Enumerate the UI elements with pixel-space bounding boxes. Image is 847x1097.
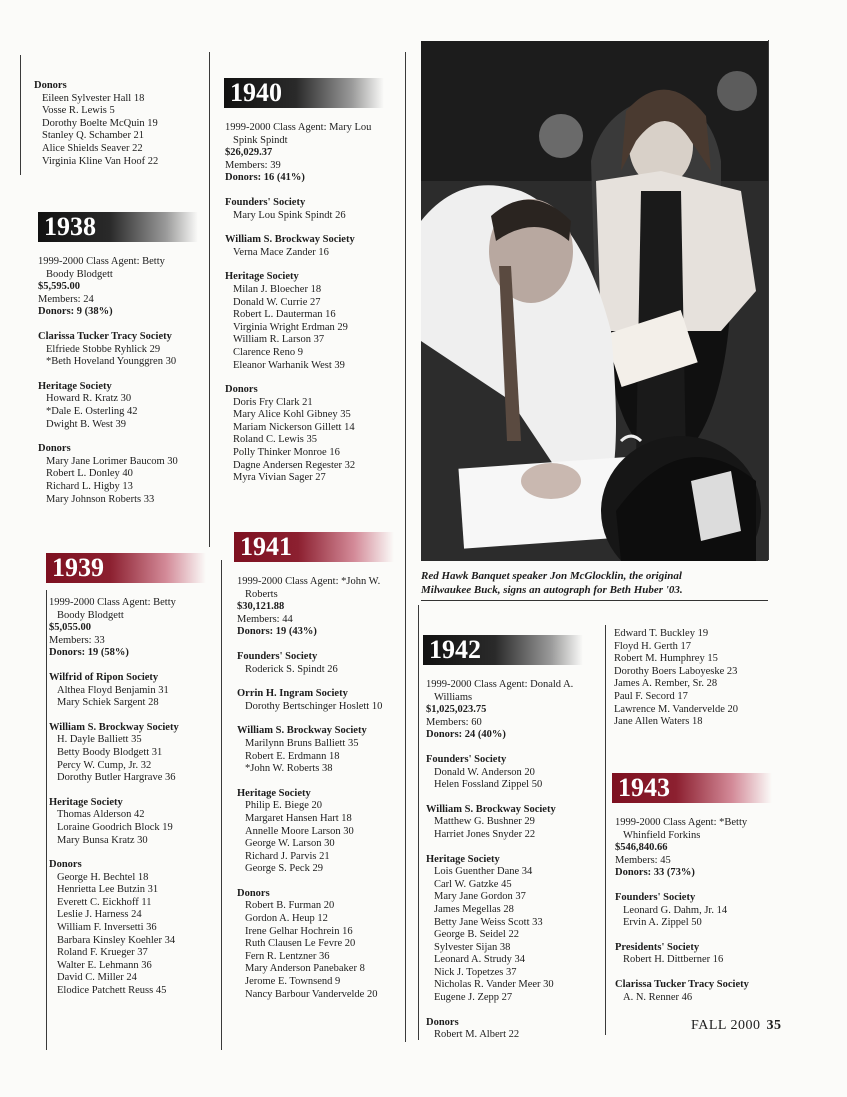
column-rule-8 [768, 40, 769, 560]
listing-heading: Donors [225, 384, 258, 396]
donor-name: Dorothy Butler Hargrave 36 [57, 772, 176, 784]
donor-name: Roberts [245, 588, 278, 600]
class-year-banner-1938: 1938 [38, 212, 198, 242]
donor-name: Nick J. Topetzes 37 [434, 966, 517, 978]
section-spacer [237, 713, 382, 725]
section-spacer [615, 967, 749, 979]
listing-heading: $5,055.00 [49, 622, 91, 634]
donor-name: Harriet Jones Snyder 22 [434, 828, 536, 840]
donor-name: Mary Jane Lorimer Baucom 30 [46, 455, 178, 467]
donor-name: Leonard G. Dahm, Jr. 14 [623, 904, 728, 916]
donor-name: Alice Shields Seaver 22 [42, 142, 143, 154]
photo-caption-line-1: Red Hawk Banquet speaker Jon McGlocklin, the original [421, 570, 682, 582]
donor-name: Barbara Kinsley Koehler 34 [57, 934, 176, 946]
donor-name: Robert L. Dauterman 16 [233, 309, 336, 321]
donor-name: Mary Schiek Sargent 28 [57, 697, 159, 709]
donor-name: Spink Spindt [233, 134, 288, 146]
donor-name: Loraine Goodrich Block 19 [57, 821, 173, 833]
donor-name: Milan J. Bloecher 18 [233, 283, 322, 295]
donor-name: Mary Jane Gordon 37 [434, 891, 526, 903]
donor-name: Eileen Sylvester Hall 18 [42, 92, 145, 104]
listing-heading: Wilfrid of Ripon Society [49, 671, 159, 683]
donor-name: Percy W. Cump, Jr. 32 [57, 759, 152, 771]
listing-heading: Heritage Society [237, 787, 311, 799]
listing-heading: $30,121.88 [237, 601, 285, 613]
donor-name: Elfriede Stobbe Ryhlick 29 [46, 343, 161, 355]
donor-name: Mary Alice Kohl Gibney 35 [233, 409, 351, 421]
listing-heading: Donors [34, 80, 67, 91]
listing-heading: Donors [49, 859, 82, 871]
section-spacer [49, 710, 179, 722]
listing-line: 1999-2000 Class Agent: Betty [38, 256, 165, 267]
donor-name: Gordon A. Heup 12 [245, 913, 328, 925]
section-spacer [426, 792, 573, 804]
donor-name: James Megellas 28 [434, 903, 514, 915]
donor-name: *Beth Hoveland Younggren 30 [46, 356, 177, 368]
class-1941-listing [237, 576, 382, 1001]
section-spacer [225, 185, 371, 197]
listing-line: 1999-2000 Class Agent: *Betty [615, 817, 748, 828]
donor-name: George W. Larson 30 [245, 838, 335, 850]
donor-name: Elodice Patchett Reuss 45 [57, 985, 167, 997]
class-1942-listing [426, 679, 573, 1042]
class-year-banner-1941: 1941 [234, 532, 394, 562]
listing-heading: Founders' Society [426, 753, 507, 765]
donor-name: Thomas Alderson 42 [57, 809, 145, 821]
section-spacer [225, 372, 371, 384]
class-1942-continued-donors [614, 628, 738, 729]
listing-line: Members: 39 [225, 159, 281, 171]
donor-name: George B. Seidel 22 [434, 929, 519, 941]
listing-heading: $26,029.37 [225, 147, 273, 159]
donor-name: Roderick S. Spindt 26 [245, 663, 338, 675]
listing-heading: Founders' Society [615, 891, 696, 903]
donor-name: Ruth Clausen Le Fevre 20 [245, 938, 356, 950]
section-spacer [38, 319, 178, 331]
donor-name: Nancy Barbour Vandervelde 20 [245, 988, 378, 1000]
listing-line: 1999-2000 Class Agent: Mary Lou [225, 122, 372, 133]
class-year-banner-1943: 1943 [612, 773, 772, 803]
donor-name: Sylvester Sijan 38 [434, 941, 511, 953]
donor-name: Robert B. Furman 20 [245, 900, 335, 912]
donor-name: Marilynn Bruns Balliett 35 [245, 737, 359, 749]
listing-heading: William S. Brockway Society [49, 721, 179, 733]
donor-name: George H. Bechtel 18 [57, 871, 149, 883]
donor-name: Leslie J. Harness 24 [57, 909, 142, 921]
listing-line: Floyd H. Gerth 17 [614, 640, 691, 652]
listing-heading: Founders' Society [225, 196, 306, 208]
donor-name: Roland F. Krueger 37 [57, 947, 148, 959]
class-year-banner-1942: 1942 [423, 635, 583, 665]
listing-heading: Founders' Society [237, 650, 318, 662]
column-rule-7 [605, 625, 606, 1035]
donor-name: Betty Jane Weiss Scott 33 [434, 916, 543, 928]
donor-name: Nicholas R. Vander Meer 30 [434, 979, 554, 991]
listing-heading: $546,840.66 [615, 842, 668, 854]
donor-name: Walter E. Lehmann 36 [57, 959, 152, 971]
donor-name: Annelle Moore Larson 30 [245, 825, 354, 837]
listing-heading: Clarissa Tucker Tracy Society [615, 978, 749, 990]
donor-name: H. Dayle Balliett 35 [57, 734, 142, 746]
listing-line: 1999-2000 Class Agent: Betty [49, 597, 176, 608]
listing-heading: William S. Brockway Society [426, 803, 556, 815]
section-spacer [49, 660, 179, 672]
listing-heading: Heritage Society [426, 853, 500, 865]
listing-line: 1999-2000 Class Agent: Donald A. [426, 679, 574, 690]
listing-heading: Donors: 19 (58%) [49, 647, 129, 659]
donor-name: Mary Bunsa Kratz 30 [57, 834, 148, 846]
donor-name: Clarence Reno 9 [233, 346, 303, 358]
listing-line: James A. Rember, Sr. 28 [614, 678, 718, 690]
donor-name: Dwight B. West 39 [46, 418, 127, 430]
donor-name: Virginia Kline Van Hoof 22 [42, 155, 159, 167]
class-year-banner-1939: 1939 [46, 553, 206, 583]
section-spacer [237, 639, 382, 651]
listing-line: Dorothy Boers Laboyeske 23 [614, 665, 738, 677]
listing-line: Robert M. Humphrey 15 [614, 653, 718, 665]
column-rule-3 [209, 52, 210, 547]
donor-name: Mary Johnson Roberts 33 [46, 493, 155, 505]
section-spacer [615, 880, 749, 892]
listing-line: Members: 44 [237, 613, 293, 625]
donor-name: Helen Fossland Zippel 50 [434, 779, 543, 791]
section-spacer [49, 847, 179, 859]
donor-name: Betty Boody Blodgett 31 [57, 746, 163, 758]
section-spacer [225, 222, 371, 234]
donor-name: Henrietta Lee Butzin 31 [57, 884, 159, 896]
listing-heading: William S. Brockway Society [237, 725, 367, 737]
listing-heading: Clarissa Tucker Tracy Society [38, 330, 172, 342]
class-year-banner-1940: 1940 [224, 78, 384, 108]
donor-name: Eleanor Warhanik West 39 [233, 359, 345, 371]
donor-name: Howard R. Kratz 30 [46, 393, 132, 405]
donor-name: Dorothy Boelte McQuin 19 [42, 117, 158, 129]
section-spacer [426, 742, 573, 754]
donor-name: Donald W. Anderson 20 [434, 766, 535, 778]
banquet-photo [421, 41, 768, 561]
donor-name: Margaret Hansen Hart 18 [245, 812, 352, 824]
donor-name: Eugene J. Zepp 27 [434, 992, 513, 1004]
donor-name: Leonard A. Strudy 34 [434, 954, 525, 966]
listing-heading: Donors: 24 (40%) [426, 729, 506, 741]
donor-name: Ervin A. Zippel 50 [623, 917, 702, 929]
donor-name: Matthew G. Bushner 29 [434, 816, 535, 828]
listing-heading: Heritage Society [38, 380, 112, 392]
issue-label: FALL 2000 [691, 1018, 761, 1033]
class-1939-listing [49, 597, 179, 998]
section-spacer [38, 369, 178, 381]
listing-heading: $1,025,023.75 [426, 704, 487, 716]
donor-name: Vosse R. Lewis 5 [42, 105, 115, 117]
listing-heading: Orrin H. Ingram Society [237, 688, 348, 700]
listing-line: Lawrence M. Vandervelde 20 [614, 703, 739, 715]
listing-line: Members: 33 [49, 634, 105, 646]
section-spacer [237, 676, 382, 688]
section-spacer [38, 431, 178, 443]
listing-line: Members: 24 [38, 293, 94, 305]
donor-name: *Dale E. Osterling 42 [46, 405, 138, 417]
donor-name: Boody Blodgett [46, 268, 113, 280]
class-1938-listing [38, 256, 178, 506]
photo-caption [421, 569, 771, 597]
caption-rule [421, 600, 768, 601]
donor-name: Irene Gelhar Hochrein 16 [245, 925, 353, 937]
donor-name: Lois Guenther Dane 34 [434, 866, 533, 878]
donor-name: Williams [434, 691, 473, 703]
donor-name: Virginia Wright Erdman 29 [233, 321, 348, 333]
donor-name: Doris Fry Clark 21 [233, 396, 313, 408]
section-spacer [225, 259, 371, 271]
listing-heading: Heritage Society [49, 796, 123, 808]
listing-line: Members: 45 [615, 854, 671, 866]
donor-name: Mary Anderson Panebaker 8 [245, 963, 365, 975]
listing-line: Paul F. Secord 17 [614, 690, 688, 702]
donor-name: Roland C. Lewis 35 [233, 434, 317, 446]
column-rule-5 [405, 52, 406, 1042]
listing-heading: Presidents' Society [615, 941, 700, 953]
donor-name: Robert E. Erdmann 18 [245, 750, 340, 762]
donor-name: Robert L. Donley 40 [46, 468, 133, 480]
listing-line: Edward T. Buckley 19 [614, 628, 709, 639]
donor-name: Dagne Andersen Regester 32 [233, 459, 356, 471]
donor-name: Mariam Nickerson Gillett 14 [233, 421, 355, 433]
donor-name: Mary Lou Spink Spindt 26 [233, 209, 346, 221]
donor-name: George S. Peck 29 [245, 863, 323, 875]
donor-name: Dorothy Bertschinger Hoslett 10 [245, 700, 383, 712]
class-1943-listing [615, 817, 749, 1004]
donor-name: Carl W. Gatzke 45 [434, 878, 512, 890]
listing-line: Members: 60 [426, 716, 482, 728]
donor-name: Polly Thinker Monroe 16 [233, 447, 340, 459]
listing-heading: Heritage Society [225, 271, 299, 283]
listing-heading: Donors: 19 (43%) [237, 626, 317, 638]
donor-name: David C. Miller 24 [57, 972, 137, 984]
section-spacer [426, 842, 573, 854]
section-spacer [615, 930, 749, 942]
donor-name: Fern R. Lentzner 36 [245, 950, 330, 962]
donor-name: Whinfield Forkins [623, 829, 701, 841]
listing-heading: Donors [237, 887, 270, 899]
donor-name: Robert M. Albert 22 [434, 1029, 520, 1041]
donor-name: Richard L. Higby 13 [46, 480, 133, 492]
listing-heading: $5,595.00 [38, 281, 80, 293]
section-spacer [237, 776, 382, 788]
listing-heading: Donors: 9 (38%) [38, 306, 113, 318]
donor-name: Jerome E. Townsend 9 [245, 976, 341, 988]
column-rule-6 [418, 605, 419, 1040]
continued-donor-list [34, 80, 158, 168]
donor-name: William F. Inversetti 36 [57, 922, 157, 934]
banquet-photo-illustration [421, 41, 768, 561]
donor-name: Everett C. Eickhoff 11 [57, 896, 152, 908]
donor-name: Donald W. Currie 27 [233, 296, 321, 308]
column-rule-4 [221, 560, 222, 1050]
class-1940-listing [225, 122, 371, 485]
section-spacer [237, 876, 382, 888]
listing-line: Jane Allen Waters 18 [614, 716, 703, 728]
donor-name: William R. Larson 37 [233, 334, 325, 346]
donor-name: Myra Vivian Sager 27 [233, 472, 326, 484]
donor-name: Althea Floyd Benjamin 31 [57, 684, 169, 696]
listing-heading: Donors [38, 443, 71, 455]
donor-name: Richard J. Parvis 21 [245, 850, 330, 862]
page-footer [691, 1018, 781, 1034]
listing-heading: Donors: 16 (41%) [225, 172, 305, 184]
listing-heading: William S. Brockway Society [225, 234, 355, 246]
listing-heading: Donors [426, 1016, 459, 1028]
donor-name: *John W. Roberts 38 [245, 763, 333, 775]
page-number: 35 [766, 1018, 782, 1033]
column-rule-2 [46, 590, 47, 1050]
photo-caption-line-2: Milwaukee Buck, signs an autograph for Beth Huber '03. [421, 584, 683, 596]
donor-name: Stanley Q. Schamber 21 [42, 130, 145, 142]
listing-line: 1999-2000 Class Agent: *John W. [237, 576, 381, 587]
donor-name: Boody Blodgett [57, 609, 124, 621]
donor-name: Robert H. Dittberner 16 [623, 954, 724, 966]
donor-name: Philip E. Biege 20 [245, 800, 322, 812]
listing-heading: Donors: 33 (73%) [615, 867, 695, 879]
donor-name: A. N. Renner 46 [623, 991, 693, 1003]
donor-name: Verna Mace Zander 16 [233, 246, 329, 258]
section-spacer [49, 785, 179, 797]
column-rule-1 [20, 55, 21, 175]
section-spacer [426, 1005, 573, 1017]
